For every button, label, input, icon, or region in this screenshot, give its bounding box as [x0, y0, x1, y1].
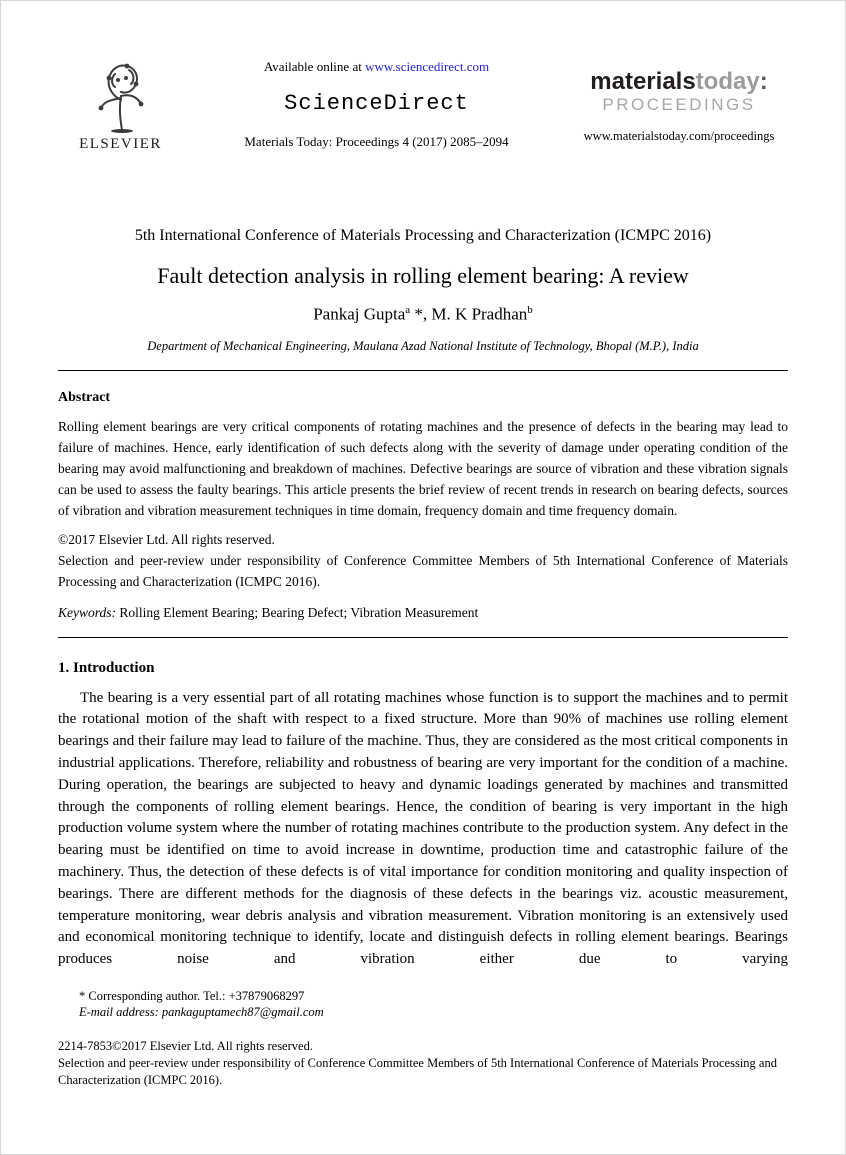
abstract-heading: Abstract: [58, 389, 111, 405]
main-content: [1, 225, 845, 971]
corresponding-author-note: * Corresponding author. Tel.: +37879068297: [79, 989, 305, 1003]
elsevier-logo-block: [58, 56, 183, 153]
journal-reference: Materials Today: Proceedings 4 (2017) 2085–2094: [244, 134, 509, 149]
issn-copyright-line: 2214-7853©2017 Elsevier Ltd. All rights reserved.: [58, 1039, 313, 1053]
page-header: [1, 1, 845, 153]
author-1-affmark: a: [405, 304, 411, 316]
mt-logo-colon: :: [759, 68, 768, 95]
author-separator: *,: [410, 304, 432, 324]
available-online-text: Available online at: [263, 59, 366, 74]
author-1: Pankaj Gupta: [313, 304, 406, 324]
sciencedirect-link[interactable]: www.sciencedirect.com: [365, 59, 490, 74]
available-online-line: [183, 59, 570, 75]
email-note: [58, 1004, 790, 1020]
title-divider: [58, 370, 788, 371]
footer-block: [58, 1038, 790, 1089]
abstract-divider: [58, 637, 788, 638]
abstract-selection-note: Selection and peer-review under responsibility of Conference Committee Members of 5th International Conference of Materials Processing and Characterization (ICMPC 2016).: [58, 552, 788, 589]
mt-logo-today: today: [695, 68, 760, 95]
keywords-label: Keywords:: [58, 604, 116, 620]
conference-line: 5th International Conference of Materials Processing and Characterization (ICMPC 2016): [134, 227, 712, 244]
sciencedirect-logo: ScienceDirect: [284, 91, 469, 116]
abstract-body: Rolling element bearings are very critical components of rotating machines and the presence of defects in the bearing may lead to failure of machines. Hence, early identification of such defects along with the severity of damage under operating condition of the bearing may avoid malfunctioning and breakdown of machines. Defective bearings are source of vibration and these vibration signals can be used to assess the faulty bearings. This article presents the brief review of recent trends in research on bearing defects, sources of vibration and vibration measurement techniques in time domain, frequency domain and time frequency domain.: [58, 418, 788, 518]
footnotes-block: [58, 988, 790, 1020]
introduction-body: The bearing is a very essential part of all rotating machines whose function is to support the machines and to permit the rotational motion of the shaft with respect to a fixed structure. More than 90% of machines use rolling element bearings and their failure may lead to failure of the machine. Thus, they are considered as the most critical components in industrial applications. Therefore, reliability and robustness of bearing are very important for the condition of a machine. During operation, the bearings are subjected to heavy and dynamic loadings generated by machines and transmitted through the components of rolling element bearings. Hence, the condition of bearing is very important in the high production volume system where the number of rotating machines contribute to the production system. Any defect in the bearing must be identified on time to avoid increase in downtime, production time and catastrophic failure of the machinery. Thus, the detection of these defects is of vital importance for condition monitoring and quality inspection of bearings. There are different methods for the diagnosis of these defects in the bearings viz. acoustic measurement, temperature monitoring, wear debris analysis and vibration measurement. Vibration monitoring is an extensively used and economical monitoring technique to identify, locate and distinguish defects in rolling element bearings. Bearings produces noise and vibration either due to varying: [58, 689, 788, 968]
mt-logo-materials: materials: [590, 68, 696, 95]
elsevier-wordmark: ELSEVIER: [79, 136, 162, 152]
footer-selection-note: Selection and peer-review under responsibility of Conference Committee Members of 5th International Conference of Materials Processing and Characterization (ICMPC 2016).: [58, 1056, 777, 1087]
section-heading-introduction: 1. Introduction: [58, 659, 155, 676]
author-2: M. K Pradhan: [431, 304, 528, 324]
mt-logo-proceedings: PROCEEDINGS: [602, 95, 756, 114]
paper-title: Fault detection analysis in rolling element bearing: A review: [157, 263, 689, 288]
header-center: [183, 56, 570, 153]
materialstoday-logo: [570, 70, 788, 94]
email-value: pankaguptamech87@gmail.com: [158, 1005, 324, 1019]
email-label: E-mail address:: [79, 1005, 159, 1019]
authors-line: [58, 297, 788, 328]
elsevier-tree-icon: [85, 56, 157, 134]
author-2-affmark: b: [527, 304, 533, 316]
abstract-copyright: ©2017 Elsevier Ltd. All rights reserved.: [58, 531, 275, 547]
affiliation-line: Department of Mechanical Engineering, Maulana Azad National Institute of Technology, Bhopal (M.P.), India: [147, 338, 699, 353]
materialstoday-block: [570, 56, 788, 153]
keywords-text: Rolling Element Bearing; Bearing Defect; Vibration Measurement: [116, 604, 479, 620]
materialstoday-url: www.materialstoday.com/proceedings: [583, 129, 775, 143]
keywords-line: [58, 604, 788, 622]
